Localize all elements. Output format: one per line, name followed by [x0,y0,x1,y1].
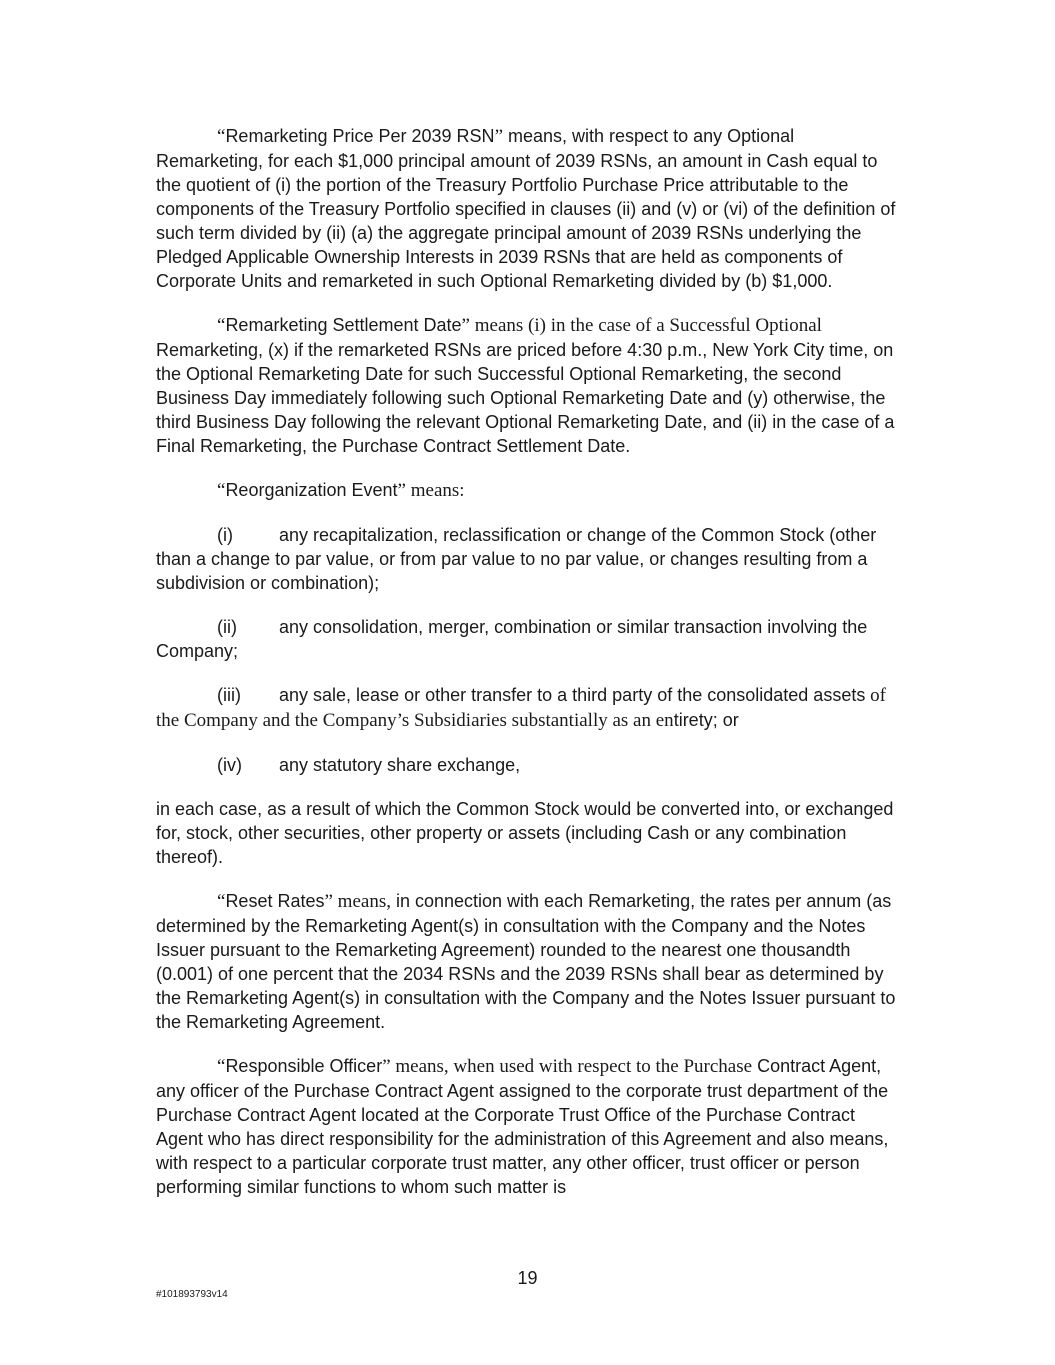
open-quote: “ [217,126,226,147]
list-item [156,523,906,595]
list-item-text-serif: of the Company and the Company’s Subsidiaries substantially as an en [156,685,886,731]
document-body [156,124,906,1219]
definition-text: Remarketing, (x) if the remarketed RSNs are priced before 4:30 p.m., New York City time, on the Optional Remarketing Date for such Successful Optional Remarketing, the second Business Day immediately following such Optional Remarketing Date and (y) otherwise, the third Business Day following the relevant Optional Remarketing Date, and (ii) in the case of a Final Remarketing, the Purchase Contract Settlement Date. [156,340,895,456]
list-item-text-tail: tirety; or [673,710,739,730]
list-item [156,683,906,733]
list-item-text: any recapitalization, reclassification or change of the Common Stock (other than a change to par value, or from par value to no par value, or changes resulting from a subdivision or combination); [156,525,877,593]
list-item-text: any consolidation, merger, combination or similar transaction involving the Company; [156,617,868,661]
close-quote: ” [324,891,333,912]
list-item [156,753,906,777]
definition-reorganization-event [156,478,906,503]
document-id: #101893793v14 [156,1289,228,1300]
close-quote: ” [461,315,470,336]
list-item-number: (iv) [217,755,242,775]
definition-means: means, [332,891,391,912]
open-quote: “ [217,891,226,912]
list-item [156,615,906,663]
defined-term: Remarketing Settlement Date [225,315,462,335]
close-quote: ” [382,1056,391,1077]
defined-term: Reorganization Event [225,480,398,500]
defined-term: Remarketing Price Per 2039 RSN [225,126,495,146]
definition-text: Contract Agent, any officer of the Purchase Contract Agent assigned to the corporate trust department of the Purchase Contract Agent located at the Corporate Trust Office of the Purchase Contract Agent who has direct responsibility for the administration of this Agreement and also means, with respect to a particular corporate trust matter, any other officer, trust officer or person performing similar functions to whom such matter is [156,1056,889,1197]
definition-responsible-officer [156,1054,906,1199]
close-quote: ” [494,126,503,147]
page-number: 19 [517,1268,538,1288]
defined-term: Reset Rates [225,891,325,911]
list-item-number: (iii) [217,685,241,705]
definition-text: means, with respect to any Optional Remarketing, for each $1,000 principal amount of 2039 RSNs, an amount in Cash equal to the quotient of (i) the portion of the Treasury Portfolio Purchase Price attributable to the components of the Treasury Portfolio specified in clauses (ii) and (v) or (vi) of the definition of such term divided by (ii) (a) the aggregate principal amount of 2039 RSNs underlying the Pledged Applicable Ownership Interests in 2039 RSNs that are held as components of Corporate Units and remarketed in such Optional Remarketing divided by (b) $1,000. [156,126,896,291]
definition-means: means, when used with respect to the Purchase [390,1056,753,1077]
definition-remarketing-price [156,124,906,293]
definition-means: means: [405,480,465,501]
definition-means: means (i) in the case of a Successful Optional [469,315,822,336]
definition-remarketing-settlement-date [156,313,906,458]
definition-text: in connection with each Remarketing, the rates per annum (as determined by the Remarketing Agent(s) in consultation with the Company and the Notes Issuer pursuant to the Remarketing Agreement) rounded to the nearest one thousandth (0.001) of one percent that the 2034 RSNs and the 2039 RSNs shall bear as determined by the Remarketing Agent(s) in consultation with the Company and the Notes Issuer pursuant to the Remarketing Agreement. [156,891,896,1032]
reorganization-closing-text: in each case, as a result of which the Common Stock would be converted into, or exchanged for, stock, other securities, other property or assets (including Cash or any combination thereof). [156,799,894,867]
defined-term: Responsible Officer [225,1056,383,1076]
open-quote: “ [217,315,226,336]
open-quote: “ [217,480,226,501]
close-quote: ” [397,480,406,501]
open-quote: “ [217,1056,226,1077]
list-item-text: any statutory share exchange, [279,755,521,775]
definition-reset-rates [156,889,906,1034]
list-item-text: any sale, lease or other transfer to a third party of the consolidated assets [279,685,866,705]
list-item-number: (ii) [217,617,237,637]
list-item-number: (i) [217,525,233,545]
